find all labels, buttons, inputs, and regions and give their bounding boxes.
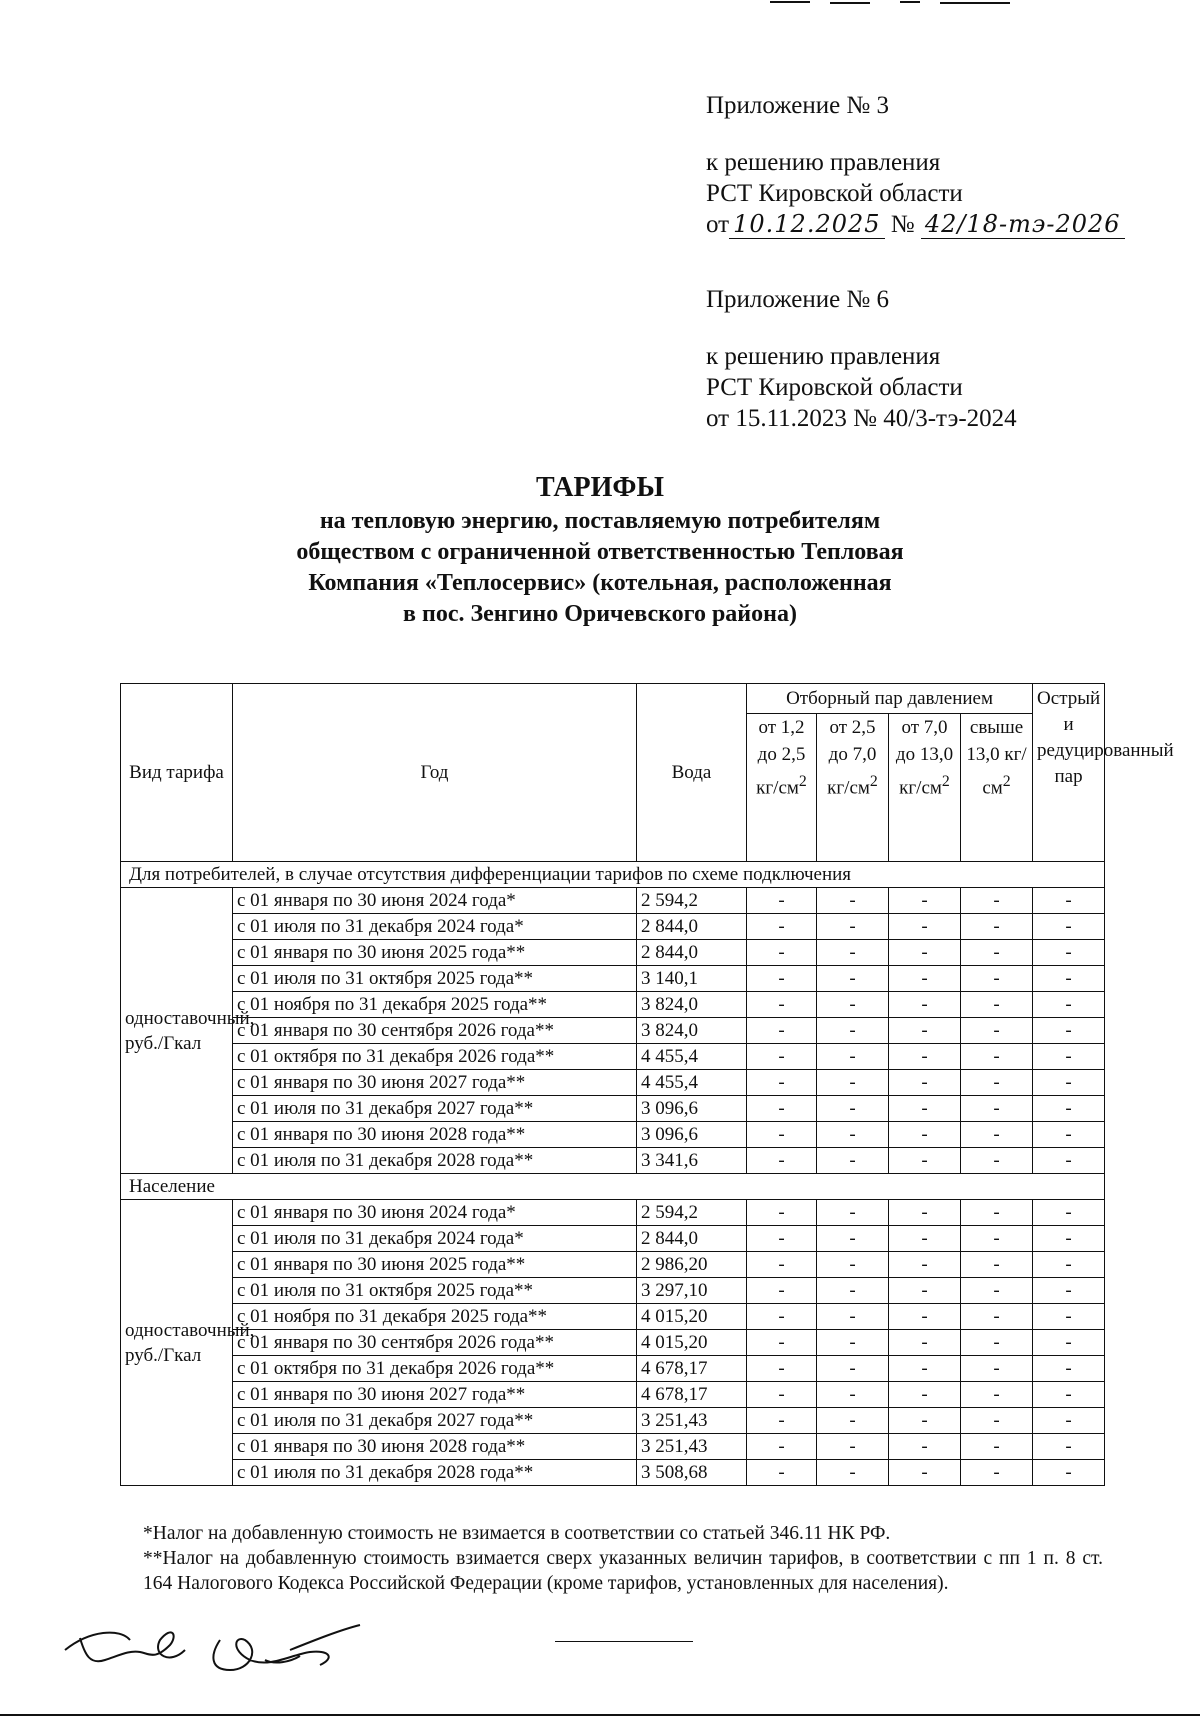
empty-tariff-cell: - [747, 1044, 817, 1070]
table-row [121, 1252, 1105, 1278]
empty-tariff-cell: - [747, 1434, 817, 1460]
empty-tariff-cell: - [817, 888, 889, 914]
empty-tariff-cell: - [747, 1330, 817, 1356]
empty-tariff-cell: - [889, 1460, 961, 1486]
empty-tariff-cell: - [747, 1460, 817, 1486]
empty-tariff-cell: - [889, 1356, 961, 1382]
water-tariff-cell: 3 508,68 [637, 1460, 747, 1486]
appendix-6-line3: от 15.11.2023 № 40/3-тэ-2024 [706, 405, 1017, 432]
table-row [121, 1200, 1105, 1226]
appendix-3-block [706, 90, 1125, 240]
water-tariff-cell: 2 844,0 [637, 914, 747, 940]
empty-tariff-cell: - [889, 914, 961, 940]
empty-tariff-cell: - [889, 1070, 961, 1096]
period-cell: с 01 января по 30 июня 2028 года** [233, 1434, 637, 1460]
empty-tariff-cell: - [961, 1148, 1033, 1174]
empty-tariff-cell: - [961, 1018, 1033, 1044]
empty-tariff-cell: - [961, 940, 1033, 966]
empty-tariff-cell: - [961, 1304, 1033, 1330]
header-steam-2: от 2,5 до 7,0 $кг/см^2$ [817, 714, 889, 862]
empty-tariff-cell: - [889, 940, 961, 966]
empty-tariff-cell: - [961, 992, 1033, 1018]
number-sign: № [890, 211, 915, 238]
table-row [121, 1330, 1105, 1356]
empty-tariff-cell: - [817, 1044, 889, 1070]
empty-tariff-cell: - [817, 1122, 889, 1148]
empty-tariff-cell: - [889, 1148, 961, 1174]
title-line1: на тепловую энергию, поставляемую потребителям [319, 508, 881, 534]
table-row [121, 1460, 1105, 1486]
empty-tariff-cell: - [1033, 940, 1105, 966]
table-row [121, 914, 1105, 940]
empty-tariff-cell: - [1033, 1122, 1105, 1148]
table-row [121, 1070, 1105, 1096]
section-1 [121, 862, 1105, 1174]
date-prefix: от [706, 211, 730, 238]
empty-tariff-cell: - [961, 1070, 1033, 1096]
empty-tariff-cell: - [747, 1278, 817, 1304]
period-cell: с 01 ноября по 31 декабря 2025 года** [233, 1304, 637, 1330]
page-edge-line [0, 1714, 1200, 1716]
appendix-6-line2: РСТ Кировской области [706, 374, 963, 401]
empty-tariff-cell: - [889, 1122, 961, 1148]
empty-tariff-cell: - [817, 1096, 889, 1122]
header-kind: Вид тарифа [121, 684, 233, 862]
empty-tariff-cell: - [889, 1304, 961, 1330]
period-cell: с 01 июля по 31 декабря 2024 года* [233, 914, 637, 940]
footnote-1: *Налог на добавленную стоимость не взимается в соответствии со статьей 346.11 НК РФ. [143, 1523, 891, 1544]
empty-tariff-cell: - [1033, 1434, 1105, 1460]
empty-tariff-cell: - [747, 1356, 817, 1382]
water-tariff-cell: 4 015,20 [637, 1330, 747, 1356]
table-row [121, 1356, 1105, 1382]
table-row [121, 1408, 1105, 1434]
empty-tariff-cell: - [747, 1304, 817, 1330]
water-tariff-cell: 3 251,43 [637, 1408, 747, 1434]
table-row [121, 1122, 1105, 1148]
empty-tariff-cell: - [817, 1226, 889, 1252]
empty-tariff-cell: - [817, 1408, 889, 1434]
appendix-6-title: Приложение № 6 [706, 286, 890, 313]
empty-tariff-cell: - [961, 1278, 1033, 1304]
empty-tariff-cell: - [889, 1278, 961, 1304]
empty-tariff-cell: - [961, 1122, 1033, 1148]
empty-tariff-cell: - [817, 1356, 889, 1382]
footnote-2: **Налог на добавленную стоимость взимается сверх указанных величин тарифов, в соответствии с пп 1 п. 8 ст. 164 Налогового Кодекса Российской Федерации (кроме тарифов, установленных для населения). [143, 1548, 1103, 1594]
period-cell: с 01 января по 30 сентября 2026 года** [233, 1018, 637, 1044]
table-row [121, 888, 1105, 914]
empty-tariff-cell: - [1033, 1018, 1105, 1044]
period-cell: с 01 июля по 31 декабря 2027 года** [233, 1408, 637, 1434]
header-water: Вода [637, 684, 747, 862]
empty-tariff-cell: - [1033, 1096, 1105, 1122]
section-1-label: Для потребителей, в случае отсутствия дифференциации тарифов по схеме подключения [121, 862, 1105, 888]
period-cell: с 01 января по 30 июня 2027 года** [233, 1382, 637, 1408]
water-tariff-cell: 3 824,0 [637, 1018, 747, 1044]
empty-tariff-cell: - [961, 1382, 1033, 1408]
water-tariff-cell: 2 594,2 [637, 888, 747, 914]
empty-tariff-cell: - [747, 1148, 817, 1174]
empty-tariff-cell: - [747, 1018, 817, 1044]
tariff-kind-cell: одноставочный, руб./Гкал [121, 1200, 233, 1486]
table-row [121, 966, 1105, 992]
empty-tariff-cell: - [1033, 1070, 1105, 1096]
period-cell: с 01 июля по 31 декабря 2028 года** [233, 1460, 637, 1486]
title-line4: в пос. Зенгино Оричевского района) [403, 601, 797, 627]
empty-tariff-cell: - [747, 1252, 817, 1278]
period-cell: с 01 июля по 31 октября 2025 года** [233, 1278, 637, 1304]
table-row [121, 1382, 1105, 1408]
empty-tariff-cell: - [961, 1200, 1033, 1226]
empty-tariff-cell: - [817, 1070, 889, 1096]
table-row [121, 1096, 1105, 1122]
empty-tariff-cell: - [889, 966, 961, 992]
empty-tariff-cell: - [1033, 1408, 1105, 1434]
empty-tariff-cell: - [1033, 888, 1105, 914]
water-tariff-cell: 3 251,43 [637, 1434, 747, 1460]
empty-tariff-cell: - [1033, 1304, 1105, 1330]
water-tariff-cell: 3 096,6 [637, 1096, 747, 1122]
title-line2: обществом с ограниченной ответственностью Тепловая [296, 539, 904, 565]
appendix-3-line2: РСТ Кировской области [706, 180, 963, 207]
appendix-3-date-line [706, 209, 1125, 240]
empty-tariff-cell: - [1033, 1252, 1105, 1278]
title-main: ТАРИФЫ [536, 472, 664, 503]
water-tariff-cell: 4 015,20 [637, 1304, 747, 1330]
empty-tariff-cell: - [747, 1096, 817, 1122]
empty-tariff-cell: - [961, 1460, 1033, 1486]
header-sharp-steam: Острый и редуцированный пар [1033, 684, 1105, 862]
empty-tariff-cell: - [889, 888, 961, 914]
period-cell: с 01 января по 30 июня 2027 года** [233, 1070, 637, 1096]
empty-tariff-cell: - [817, 1018, 889, 1044]
handwritten-number: 42/18-тэ-2026 [921, 210, 1125, 239]
empty-tariff-cell: - [817, 1278, 889, 1304]
empty-tariff-cell: - [1033, 992, 1105, 1018]
signature-line [555, 1641, 693, 1642]
empty-tariff-cell: - [747, 1200, 817, 1226]
empty-tariff-cell: - [747, 1382, 817, 1408]
period-cell: с 01 января по 30 сентября 2026 года** [233, 1330, 637, 1356]
empty-tariff-cell: - [817, 1330, 889, 1356]
table-row [121, 1278, 1105, 1304]
period-cell: с 01 октября по 31 декабря 2026 года** [233, 1044, 637, 1070]
appendix-6-block [706, 284, 1017, 434]
water-tariff-cell: 4 678,17 [637, 1382, 747, 1408]
empty-tariff-cell: - [747, 1408, 817, 1434]
empty-tariff-cell: - [961, 1226, 1033, 1252]
water-tariff-cell: 2 844,0 [637, 940, 747, 966]
handwritten-date: 10.12.2025 [729, 210, 884, 239]
empty-tariff-cell: - [889, 1200, 961, 1226]
empty-tariff-cell: - [961, 1330, 1033, 1356]
empty-tariff-cell: - [817, 1382, 889, 1408]
table-row [121, 1434, 1105, 1460]
empty-tariff-cell: - [961, 966, 1033, 992]
empty-tariff-cell: - [889, 1018, 961, 1044]
water-tariff-cell: 4 455,4 [637, 1044, 747, 1070]
table-row [121, 1044, 1105, 1070]
empty-tariff-cell: - [747, 1122, 817, 1148]
signatures [60, 1610, 380, 1685]
water-tariff-cell: 4 455,4 [637, 1070, 747, 1096]
empty-tariff-cell: - [889, 1382, 961, 1408]
period-cell: с 01 октября по 31 декабря 2026 года** [233, 1356, 637, 1382]
signature-2 [213, 1625, 360, 1670]
empty-tariff-cell: - [817, 966, 889, 992]
empty-tariff-cell: - [889, 1096, 961, 1122]
empty-tariff-cell: - [747, 888, 817, 914]
title-line3: Компания «Теплосервис» (котельная, расположенная [308, 570, 892, 596]
empty-tariff-cell: - [1033, 1382, 1105, 1408]
empty-tariff-cell: - [1033, 914, 1105, 940]
footnotes [143, 1521, 1103, 1596]
water-tariff-cell: 3 341,6 [637, 1148, 747, 1174]
empty-tariff-cell: - [817, 914, 889, 940]
water-tariff-cell: 3 297,10 [637, 1278, 747, 1304]
empty-tariff-cell: - [961, 1434, 1033, 1460]
empty-tariff-cell: - [747, 1226, 817, 1252]
empty-tariff-cell: - [961, 1356, 1033, 1382]
empty-tariff-cell: - [817, 1148, 889, 1174]
period-cell: с 01 ноября по 31 декабря 2025 года** [233, 992, 637, 1018]
empty-tariff-cell: - [1033, 1226, 1105, 1252]
empty-tariff-cell: - [1033, 966, 1105, 992]
table-row [121, 1304, 1105, 1330]
period-cell: с 01 июля по 31 декабря 2024 года* [233, 1226, 637, 1252]
table-row [121, 1148, 1105, 1174]
section-2 [121, 1174, 1105, 1486]
water-tariff-cell: 3 096,6 [637, 1122, 747, 1148]
tariff-table [120, 683, 1174, 1486]
water-tariff-cell: 4 678,17 [637, 1356, 747, 1382]
empty-tariff-cell: - [747, 966, 817, 992]
empty-tariff-cell: - [1033, 1148, 1105, 1174]
section-2-label: Население [121, 1174, 1105, 1200]
appendix-3-line1: к решению правления [706, 149, 941, 176]
period-cell: с 01 января по 30 июня 2025 года** [233, 940, 637, 966]
water-tariff-cell: 3 824,0 [637, 992, 747, 1018]
empty-tariff-cell: - [747, 992, 817, 1018]
empty-tariff-cell: - [889, 1044, 961, 1070]
empty-tariff-cell: - [889, 1252, 961, 1278]
header-year: Год [233, 684, 637, 862]
water-tariff-cell: 2 844,0 [637, 1226, 747, 1252]
empty-tariff-cell: - [1033, 1044, 1105, 1070]
document-title [0, 470, 1200, 630]
period-cell: с 01 января по 30 июня 2024 года* [233, 1200, 637, 1226]
empty-tariff-cell: - [817, 940, 889, 966]
header-steam-4: свыше 13,0 $кг/см^2$ [961, 714, 1033, 862]
table-row [121, 940, 1105, 966]
table-row [121, 1226, 1105, 1252]
empty-tariff-cell: - [817, 1252, 889, 1278]
empty-tariff-cell: - [1033, 1356, 1105, 1382]
empty-tariff-cell: - [747, 940, 817, 966]
empty-tariff-cell: - [961, 914, 1033, 940]
empty-tariff-cell: - [961, 1096, 1033, 1122]
tariff-kind-cell: одноставочный, руб./Гкал [121, 888, 233, 1174]
period-cell: с 01 июля по 31 декабря 2027 года** [233, 1096, 637, 1122]
empty-tariff-cell: - [961, 1408, 1033, 1434]
empty-tariff-cell: - [1033, 1460, 1105, 1486]
empty-tariff-cell: - [817, 1200, 889, 1226]
appendix-3-title: Приложение № 3 [706, 92, 890, 119]
header-steam-3: от 7,0 до 13,0 $кг/см^2$ [889, 714, 961, 862]
empty-tariff-cell: - [1033, 1278, 1105, 1304]
period-cell: с 01 января по 30 июня 2028 года** [233, 1122, 637, 1148]
appendix-6-line1: к решению правления [706, 343, 941, 370]
empty-tariff-cell: - [817, 1434, 889, 1460]
water-tariff-cell: 2 594,2 [637, 1200, 747, 1226]
empty-tariff-cell: - [961, 1252, 1033, 1278]
header-steam-group: Отборный пар давлением [747, 684, 1033, 714]
period-cell: с 01 января по 30 июня 2024 года* [233, 888, 637, 914]
empty-tariff-cell: - [889, 1226, 961, 1252]
period-cell: с 01 января по 30 июня 2025 года** [233, 1252, 637, 1278]
empty-tariff-cell: - [817, 1460, 889, 1486]
water-tariff-cell: 3 140,1 [637, 966, 747, 992]
empty-tariff-cell: - [889, 1434, 961, 1460]
table-row [121, 1018, 1105, 1044]
empty-tariff-cell: - [889, 1408, 961, 1434]
water-tariff-cell: 2 986,20 [637, 1252, 747, 1278]
empty-tariff-cell: - [1033, 1330, 1105, 1356]
empty-tariff-cell: - [889, 1330, 961, 1356]
empty-tariff-cell: - [961, 888, 1033, 914]
empty-tariff-cell: - [817, 1304, 889, 1330]
empty-tariff-cell: - [747, 914, 817, 940]
signature-1 [65, 1632, 185, 1661]
empty-tariff-cell: - [1033, 1200, 1105, 1226]
table-row [121, 992, 1105, 1018]
period-cell: с 01 июля по 31 октября 2025 года** [233, 966, 637, 992]
empty-tariff-cell: - [889, 992, 961, 1018]
empty-tariff-cell: - [747, 1070, 817, 1096]
scan-artifact [770, 0, 1030, 6]
header-steam-1: от 1,2 до 2,5 $кг/см^2$ [747, 714, 817, 862]
empty-tariff-cell: - [817, 992, 889, 1018]
empty-tariff-cell: - [961, 1044, 1033, 1070]
period-cell: с 01 июля по 31 декабря 2028 года** [233, 1148, 637, 1174]
